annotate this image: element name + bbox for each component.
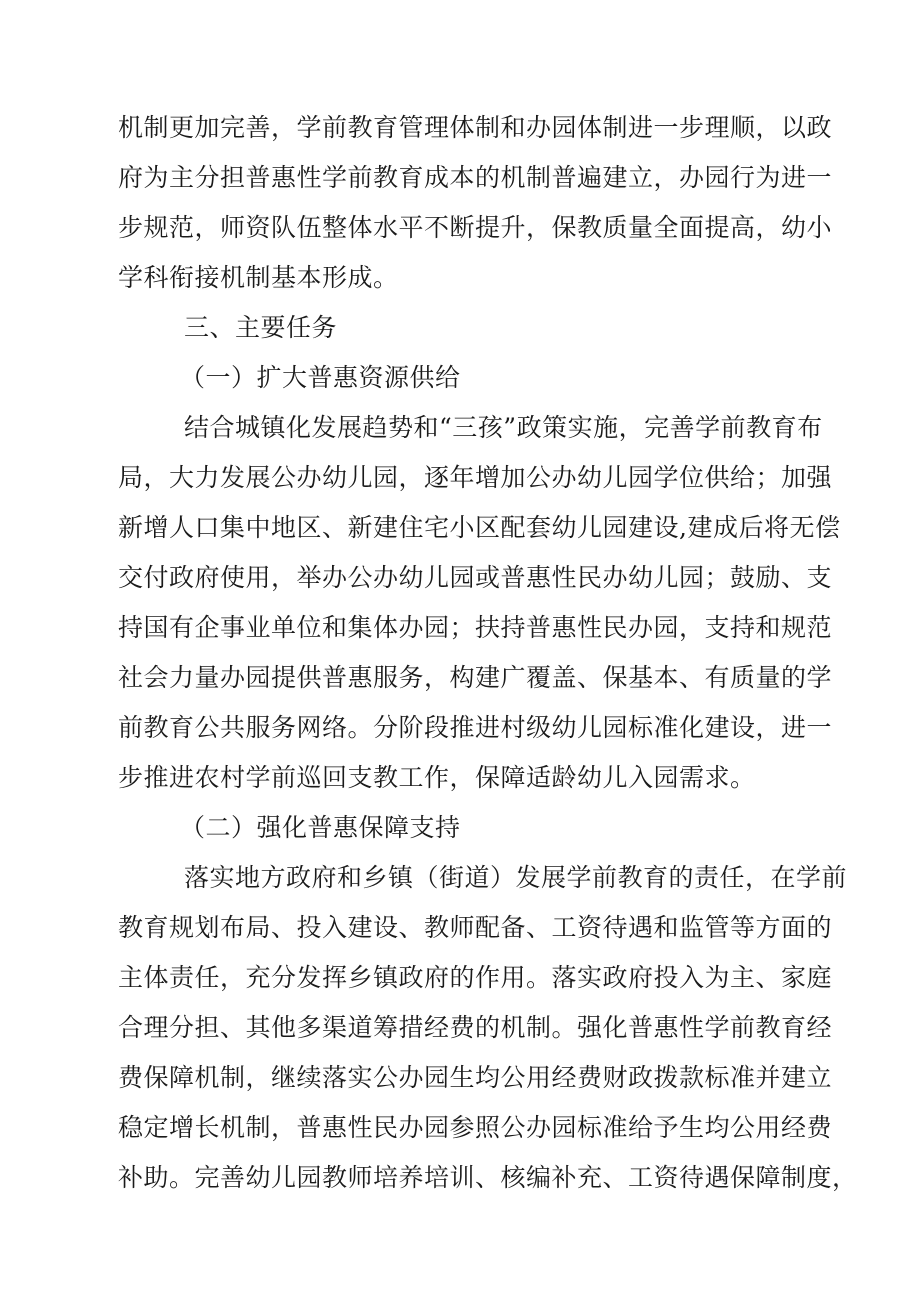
paragraph-line: 合理分担、其他多渠道筹措经费的机制。强化普惠性学前教育经 (118, 1013, 833, 1042)
section-heading: 三、主要任务 (184, 313, 338, 342)
paragraph-line: 补助。完善幼儿园教师培养培训、核编补充、工资待遇保障制度， (118, 1163, 858, 1192)
paragraph-line: 教育规划布局、投入建设、教师配备、工资待遇和监管等方面的 (118, 913, 833, 942)
paragraph-line: 前教育公共服务网络。分阶段推进村级幼儿园标准化建设，进一 (118, 713, 833, 742)
paragraph-line: 机制更加完善，学前教育管理体制和办园体制进一步理顺，以政 (118, 113, 833, 142)
paragraph-line: 社会力量办园提供普惠服务，构建广覆盖、保基本、有质量的学 (118, 663, 833, 692)
paragraph-line: 稳定增长机制，普惠性民办园参照公办园标准给予生均公用经费 (118, 1113, 833, 1142)
paragraph-line: 落实地方政府和乡镇（街道）发展学前教育的责任，在学前 (184, 863, 848, 892)
paragraph-line: 结合城镇化发展趋势和“三孩”政策实施，完善学前教育布 (184, 413, 823, 442)
paragraph-line: 交付政府使用，举办公办幼儿园或普惠性民办幼儿园；鼓励、支 (118, 563, 833, 592)
paragraph-line: 步规范，师资队伍整体水平不断提升，保教质量全面提高，幼小 (118, 213, 833, 242)
paragraph-line: 费保障机制，继续落实公办园生均公用经费财政拨款标准并建立 (118, 1063, 833, 1092)
paragraph-line: 新增人口集中地区、新建住宅小区配套幼儿园建设,建成后将无偿 (118, 513, 841, 542)
paragraph-line: 主体责任，充分发挥乡镇政府的作用。落实政府投入为主、家庭 (118, 963, 833, 992)
subsection-heading: （二）强化普惠保障支持 (180, 813, 461, 842)
paragraph-line: 学科衔接机制基本形成。 (118, 263, 399, 292)
paragraph-line: 步推进农村学前巡回支教工作，保障适龄幼儿入园需求。 (118, 763, 756, 792)
paragraph-line: 府为主分担普惠性学前教育成本的机制普遍建立，办园行为进一 (118, 163, 833, 192)
subsection-heading: （一）扩大普惠资源供给 (180, 363, 461, 392)
paragraph-line: 持国有企事业单位和集体办园；扶持普惠性民办园，支持和规范 (118, 613, 833, 642)
paragraph-line: 局，大力发展公办幼儿园，逐年增加公办幼儿园学位供给；加强 (118, 463, 833, 492)
